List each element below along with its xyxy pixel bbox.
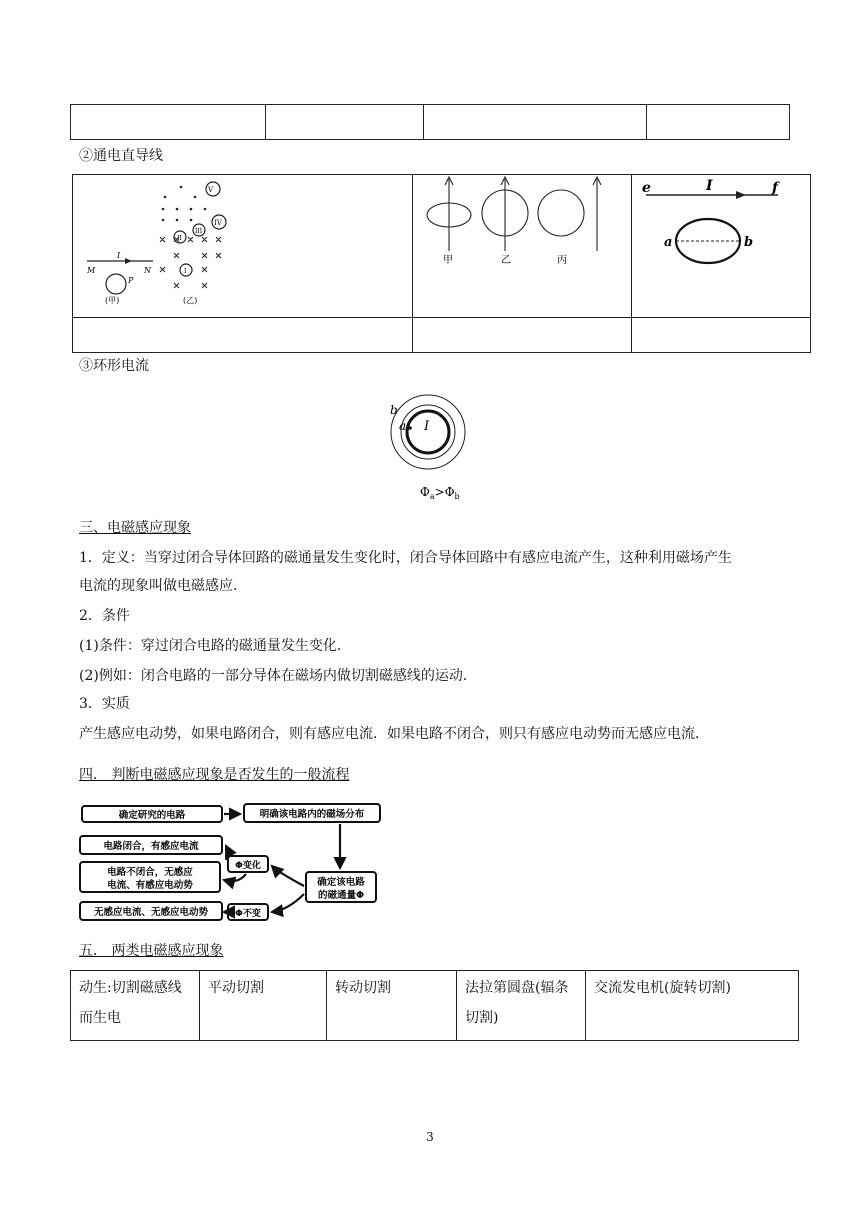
heading-part4: 四． 判断电磁感应现象是否发生的一般流程 <box>79 767 350 783</box>
current-label: I <box>424 419 430 434</box>
loop-label: 丙 <box>557 255 567 266</box>
figure-caption-jia: (甲) <box>105 296 120 305</box>
table-cell <box>266 105 424 140</box>
table-cell <box>71 105 266 140</box>
table-cell <box>632 318 811 353</box>
heading-part5: 五． 两类电磁感应现象 <box>79 943 224 959</box>
flux-caption: $\Phi_a>\Phi_b$ <box>420 485 460 501</box>
point-label-a: a <box>664 235 673 250</box>
figure-cell-field-map <box>73 175 413 318</box>
ring-label-a: a <box>399 419 407 433</box>
page-number: 3 <box>426 1130 434 1144</box>
section-label-straight-wire: ②通电直导线 <box>79 148 163 164</box>
region-label: II <box>177 235 182 242</box>
essence-text: 产生感应电动势，如果电路闭合，则有感应电流．如果电路不闭合，则只有感应电动势而无感应电流． <box>79 726 709 742</box>
ring-label-b: b <box>390 403 398 417</box>
dot-pattern <box>162 186 207 222</box>
current-label: I <box>706 178 713 194</box>
induction-types-table <box>70 970 799 1041</box>
condition-item-1: (1)条件：穿过闭合电路的磁通量发生变化． <box>79 638 351 654</box>
current-label: I <box>117 251 121 260</box>
loop-label: 乙 <box>501 255 511 266</box>
figure-cell-ellipse <box>632 175 811 318</box>
region-label: IV <box>214 219 222 227</box>
table-cell: 法拉第圆盘(辐条切割) <box>457 971 586 1041</box>
region-label: III <box>195 228 203 235</box>
table-cell: 平动切割 <box>200 971 327 1041</box>
flow-text: 的磁通量Φ <box>317 890 365 901</box>
flow-text: 无感应电流、无感应电动势 <box>93 907 209 918</box>
definition-line-1: 1．定义：当穿过闭合导体回路的磁通量发生变化时，闭合导体回路中有感应电流产生，这种利用磁场产生 <box>79 550 732 566</box>
essence-title: 3．实质 <box>79 696 130 712</box>
cross-pattern <box>160 237 221 288</box>
point-label-f: f <box>772 180 779 196</box>
flow-text: 电流、有感应电动势 <box>107 880 193 891</box>
loop-label: 甲 <box>443 255 453 266</box>
ellipse-wire-figure <box>632 175 810 313</box>
current-arrow <box>736 191 746 199</box>
region-label: I <box>184 268 187 275</box>
table-cell: 动生:切割磁感线而生电 <box>71 971 200 1041</box>
point-label-b: b <box>744 235 754 250</box>
section-label-ring-current: ③环形电流 <box>79 358 149 374</box>
definition-line-2: 电流的现象叫做电磁感应． <box>79 578 247 594</box>
flow-text: 确定该电路 <box>317 877 365 888</box>
condition-item-2: (2)例如：闭合电路的一部分导体在磁场内做切割磁感线的运动． <box>79 668 477 684</box>
wire-loops-figure <box>413 175 631 313</box>
flow-text: 明确该电路内的磁场分布 <box>259 809 365 820</box>
point-label-n: N <box>144 266 151 275</box>
point-label-m: M <box>87 266 96 275</box>
flow-text: 确定研究的电路 <box>118 810 186 821</box>
field-map-figure <box>73 175 412 313</box>
point-label-p: P <box>128 276 134 285</box>
ring-current-figure <box>380 392 480 502</box>
point-label-e: e <box>642 180 651 196</box>
table-cell: 交流发电机(旋转切割) <box>586 971 799 1041</box>
table-cell <box>424 105 647 140</box>
flowchart <box>78 800 382 926</box>
straight-wire-table <box>72 174 811 353</box>
heading-part3: 三、电磁感应现象 <box>79 520 191 536</box>
region-label: V <box>208 186 214 194</box>
condition-title: 2．条件 <box>79 608 130 624</box>
figure-caption-yi: (乙) <box>183 296 198 305</box>
table-cell <box>647 105 790 140</box>
top-empty-table <box>70 104 790 140</box>
flow-text: Φ变化 <box>235 861 261 871</box>
flow-text: 电路不闭合，无感应 <box>107 867 193 878</box>
table-cell <box>73 318 413 353</box>
table-cell <box>413 318 632 353</box>
figure-cell-loops <box>413 175 632 318</box>
flow-text: Φ不变 <box>235 909 261 919</box>
current-arrow <box>125 258 132 264</box>
table-cell: 转动切割 <box>327 971 457 1041</box>
flow-text: 电路闭合，有感应电流 <box>103 841 199 852</box>
